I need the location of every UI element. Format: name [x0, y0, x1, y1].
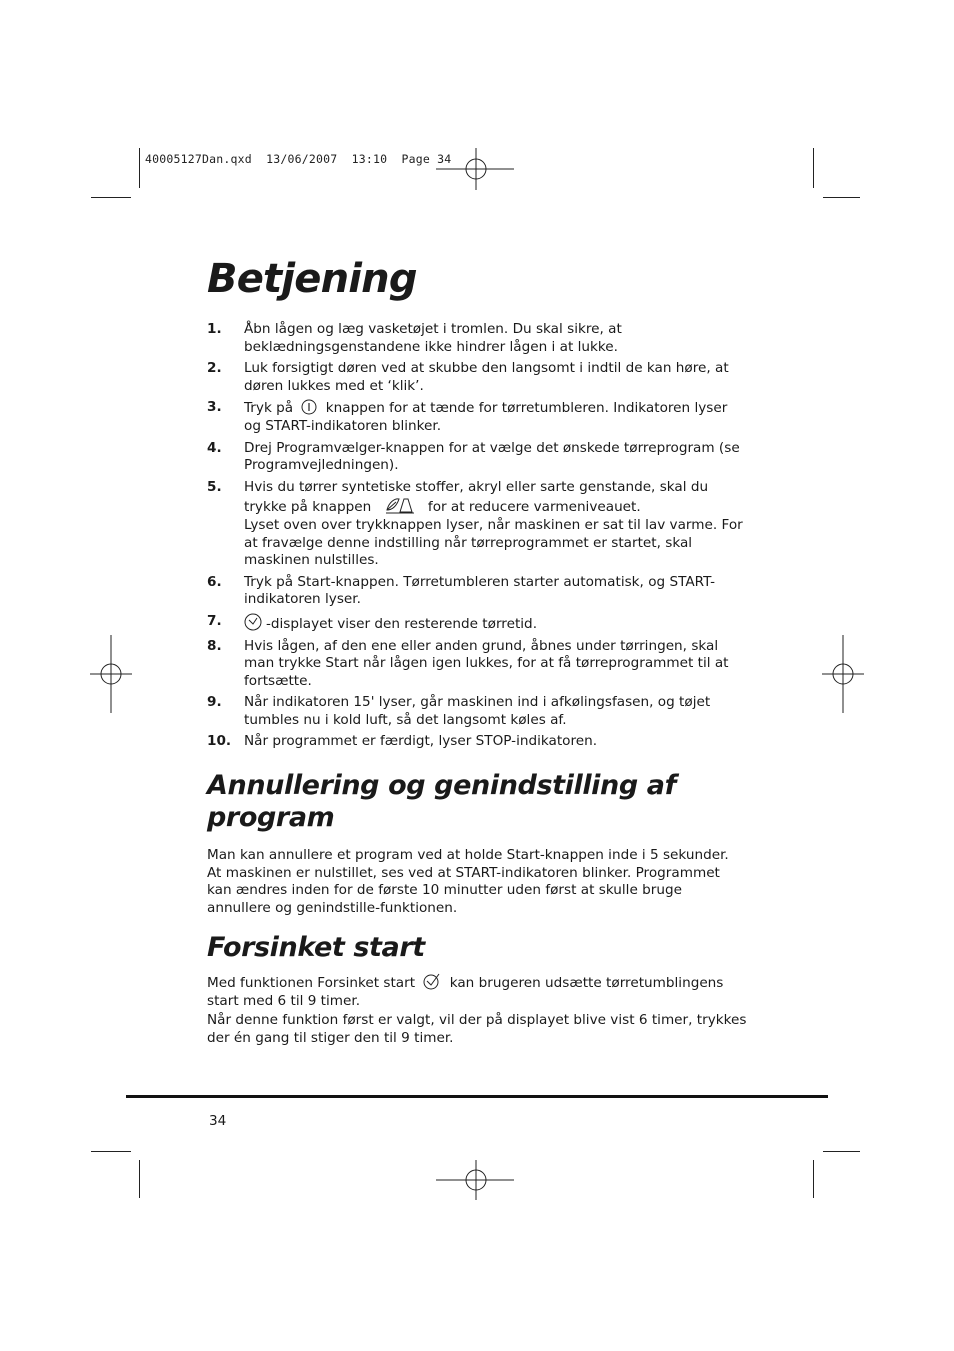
section-body-cancel: Man kan annullere et program ved at holde Start-knappen inde i 5 sekunder. At maskinen er nulstillet, ses ved at START-indikatoren blinker. Programmet kan ændres inden for de første 10 minutter uden først at skulle bruge annullere og genindstille-funktionen. [207, 847, 729, 916]
heading-line: program [207, 802, 335, 833]
crop-mark [813, 1160, 814, 1198]
crop-mark [91, 197, 131, 198]
power-icon [301, 399, 317, 415]
delicate-low-heat-icon [384, 496, 416, 514]
list-item [207, 694, 747, 729]
step-text [244, 399, 747, 435]
crop-mark [823, 1151, 860, 1152]
step-number: 3. [207, 399, 222, 416]
step-number: 7. [207, 612, 222, 629]
step-text: Luk forsigtigt døren ved at skubbe den langsomt i indtil de kan høre, at døren lukkes med et ‘klik’. [244, 360, 729, 394]
delay-start-icon [423, 972, 441, 990]
list-item [207, 574, 747, 609]
registration-mark-icon [436, 148, 516, 190]
crop-mark [139, 1160, 140, 1198]
footer-rule [126, 1095, 828, 1098]
list-item [207, 638, 747, 691]
step-number: 10. [207, 733, 232, 750]
page-title: Betjening [207, 256, 417, 302]
step-text [244, 613, 747, 634]
section-body-delay-2: Når denne funktion først er valgt, vil der på displayet blive vist 6 timer, trykkes der én gang til stiger den til 9 timer. [207, 1012, 747, 1046]
list-item [207, 399, 747, 435]
section-heading-cancel [207, 770, 676, 834]
crop-mark [139, 148, 140, 188]
step-text-line: Hvis du tørrer syntetiske stoffer, akryl eller sarte genstande, skal du [244, 478, 709, 495]
section-heading-delay: Forsinket start [207, 932, 425, 963]
registration-mark-icon [822, 635, 864, 713]
crop-mark [813, 148, 814, 188]
crop-mark [91, 1151, 131, 1152]
step-text: Når indikatoren 15' lyser, går maskinen ind i afkølingsfasen, og tøjet tumbles nu i kold luft, så det langsomt køles af. [244, 694, 711, 728]
list-item [207, 479, 747, 570]
crop-mark [823, 197, 860, 198]
step-text: Åbn lågen og læg vasketøjet i tromlen. Du skal sikre, at beklædningsgenstandene ikke hindrer lågen i at lukke. [244, 321, 622, 355]
list-item [207, 733, 747, 751]
step-number: 8. [207, 637, 222, 654]
step-text-after: for at reducere varmeniveauet. [427, 499, 641, 516]
list-item [207, 321, 747, 356]
step-text: Når programmet er færdigt, lyser STOP-indikatoren. [244, 733, 598, 750]
step-number: 4. [207, 439, 222, 456]
step-text-before: trykke på knappen [244, 499, 372, 516]
instruction-steps [207, 321, 747, 755]
step-text-after: knappen for at tænde for tørretumbleren. Indikatoren lyser og START-indikatoren blinker. [244, 400, 728, 434]
body-text-before: Med funktionen Forsinket start [207, 975, 416, 991]
print-slug: 40005127Dan.qxd 13/06/2007 13:10 Page 34 [145, 152, 452, 166]
step-number: 6. [207, 573, 222, 590]
step-text-after: -displayet viser den resterende tørretid. [266, 615, 538, 632]
step-number: 9. [207, 694, 222, 711]
section-body-delay [207, 972, 747, 1010]
page-number: 34 [209, 1113, 227, 1129]
step-text-rest: Lyset oven over trykknappen lyser, når maskinen er sat til lav varme. For at fravælge denne indstilling når tørreprogrammet er startet, skal maskinen nulstilles. [244, 516, 743, 569]
step-number: 5. [207, 478, 222, 495]
step-number: 2. [207, 360, 222, 377]
clock-icon [244, 613, 262, 631]
registration-mark-icon [436, 1160, 516, 1200]
list-item [207, 360, 747, 395]
step-text [244, 479, 747, 570]
step-text: Tryk på Start-knappen. Tørretumbleren starter automatisk, og START-indikatoren lyser. [244, 573, 716, 608]
heading-line: Annullering og genindstilling af [207, 770, 676, 801]
step-text-before: Tryk på [244, 400, 294, 417]
list-item [207, 613, 747, 634]
step-number: 1. [207, 321, 222, 337]
step-text: Hvis lågen, af den ene eller anden grund, åbnes under tørringen, skal man trykke Start når lågen igen lukkes, for at få tørreprogrammet til at fortsætte. [244, 637, 729, 689]
list-item [207, 440, 747, 475]
body-text-after: kan brugeren udsætte tørretumblingens start med 6 til 9 timer. [207, 975, 724, 1009]
registration-mark-icon [90, 635, 132, 713]
step-text: Drej Programvælger-knappen for at vælge det ønskede tørreprogram (se Programvejledningen). [244, 439, 740, 474]
